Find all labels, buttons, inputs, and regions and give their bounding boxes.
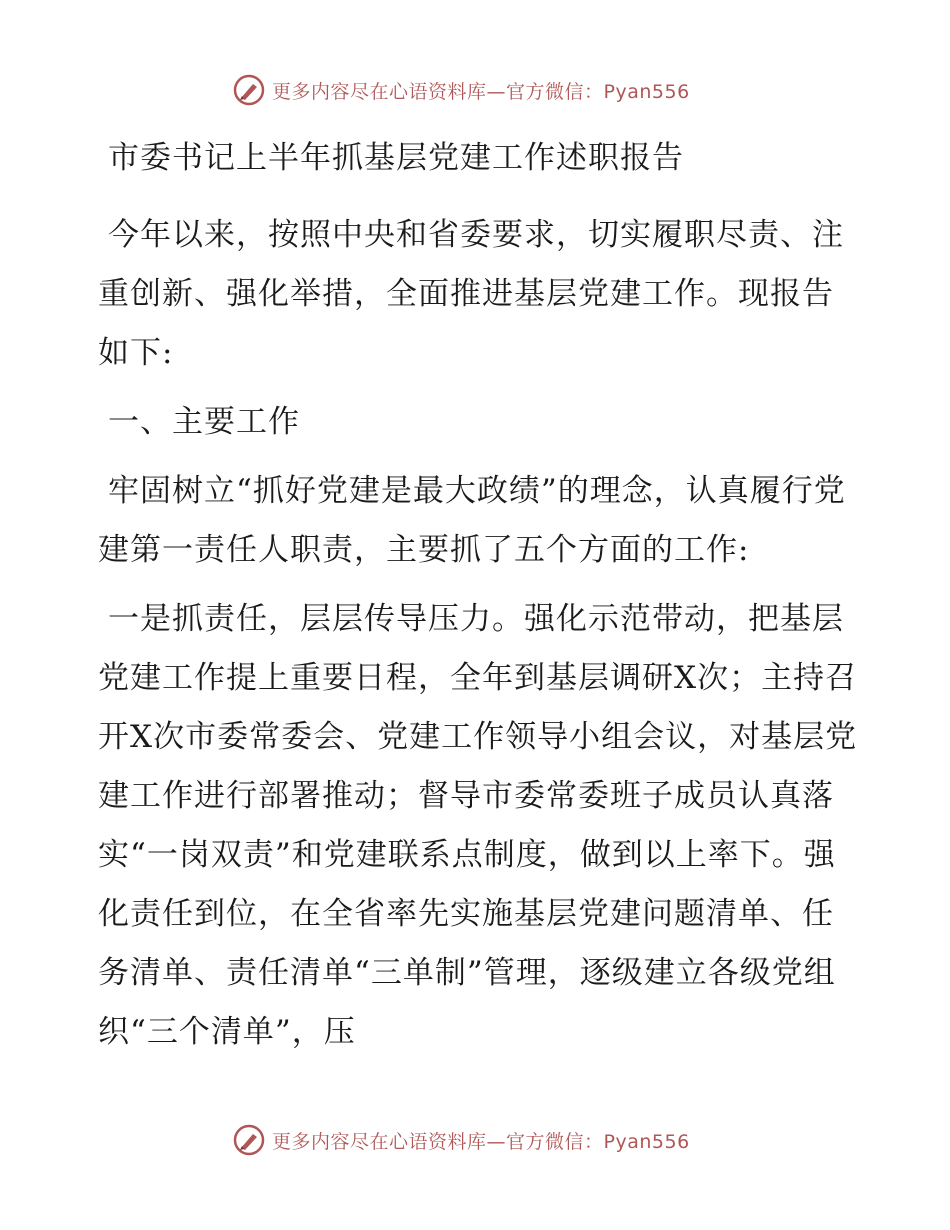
body-paragraph: 牢固树立“抓好党建是最大政绩”的理念，认真履行党建第一责任人职责，主要抓了五个方面的工作: — [98, 473, 846, 568]
document-title: 市委书记上半年抓基层党建工作述职报告 — [108, 140, 684, 176]
watermark-banner-bottom — [232, 1122, 690, 1158]
watermark-text: 更多内容尽在心语资料库—官方微信：Pyan556 — [272, 80, 690, 103]
pen-circle-logo-icon — [232, 73, 266, 107]
document-body — [98, 120, 858, 1062]
watermark-banner-top — [232, 72, 690, 108]
section-heading: 一、主要工作 — [108, 404, 300, 440]
body-paragraph: 一是抓责任，层层传导压力。强化示范带动，把基层党建工作提上重要日程，全年到基层调研X次；主持召开X次市委常委会、党建工作领导小组会议，对基层党建工作进行部署推动；督导市委常委班子成员认真落实“一岗双责”和党建联系点制度，做到以上率下。强化责任到位，在全省率先实施基层党建问题清单、任务清单、责任清单“三单制”管理，逐级建立各级党组织“三个清单”，压 — [98, 601, 858, 1050]
intro-paragraph: 今年以来，按照中央和省委要求，切实履职尽责、注重创新、强化举措，全面推进基层党建工作。现报告如下: — [98, 217, 844, 371]
pen-circle-logo-icon — [232, 1123, 266, 1157]
watermark-text: 更多内容尽在心语资料库—官方微信：Pyan556 — [272, 1130, 690, 1153]
